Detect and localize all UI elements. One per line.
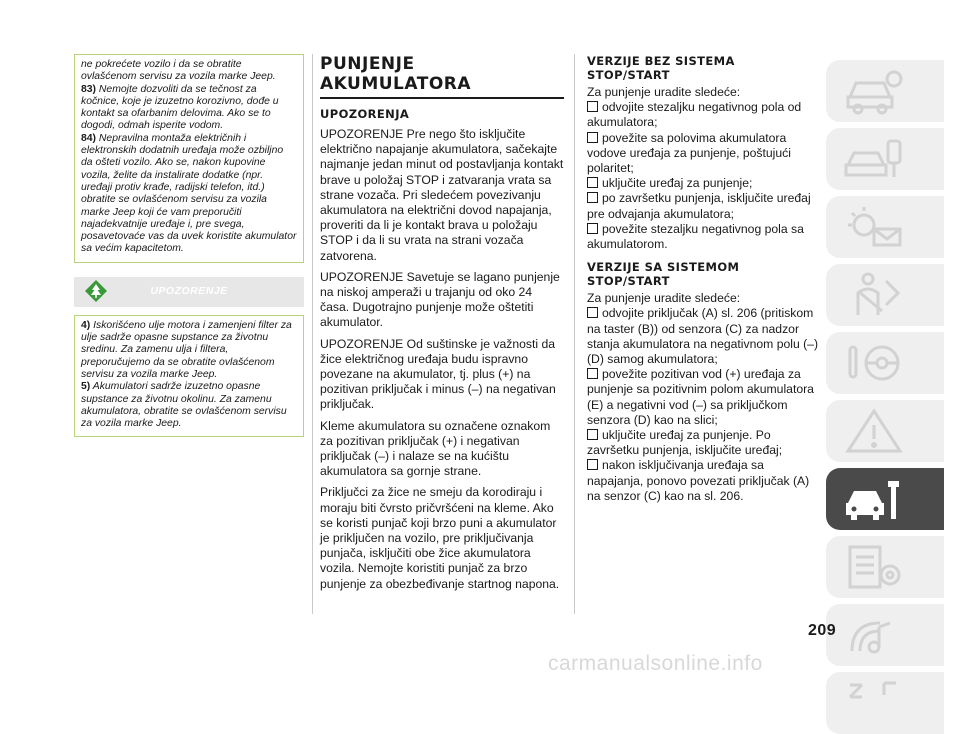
multimedia-icon (844, 611, 904, 659)
tab-emergency[interactable] (826, 400, 944, 462)
paragraph: UPOZORENJE Pre nego što isključite električno napajanje akumulatora, sačekajte najmanje jedan minut od postavljanja kontakt brave u položaj STOP i zatvaranja vrata sa strane vozača. Pri sledećem povezivanju akumulatora na električni dovod napajanja, proveriti da li je kontakt brava u položaju STOP i da li su vrata na strani vozača zatvorena. (320, 127, 564, 263)
warning-box (74, 315, 304, 438)
watermark: carmanualsonline.info (548, 652, 763, 675)
paragraph: Kleme akumulatora su označene oznakom za pozitivan priključak (+) i negativan priključak (–) i nalaze se na kućištu akumulatora sa gornje strane. (320, 418, 551, 479)
steps-list (587, 306, 819, 504)
tab-car-keys[interactable] (826, 128, 944, 190)
technical-data-icon (844, 543, 904, 591)
bullet-square-icon (587, 307, 598, 318)
bullet-square-icon (587, 429, 598, 440)
section-title: VERZIJE SA SISTEMOM STOP/START (587, 260, 740, 289)
note-item: 84) Nepravilna montaža električnih i elektronskih dodatnih uređaja može ozbiljno da ošteti vozilo. Ako se, nakon kupovine vozila, želite da instalirate dodatke (npr. uređaji protiv krađe, radijski telefon, itd.) obratite se ovlašćenom servisu za vozila marke Jeep koji će vam preporučiti najadekvatnije uređaje i, pre svega, posavetovaće vas da uvek koristite akumulator sa većim kapacitetom. (81, 132, 297, 255)
list-item: povežite stezaljku negativnog pola sa akumulatorom. (587, 221, 804, 252)
note-item: 83) Nemojte dozvoliti da se tečnost za kočnice, koje je izuzetno korozivno, dođe u kontakt sa ofarbanim delovima. Ako se to dogodi, odmah isperite vodom. (81, 83, 279, 132)
list-item: uključite uređaj za punjenje; (587, 176, 819, 191)
tab-technical-data[interactable] (826, 536, 944, 598)
car-keys-icon (844, 135, 904, 183)
steps-list (587, 100, 819, 252)
alphabetical-index-icon (844, 679, 904, 727)
car-maintenance-icon (844, 475, 904, 523)
middle-column (320, 54, 564, 598)
bullet-square-icon (587, 192, 598, 203)
bullet-square-icon (587, 459, 598, 470)
list-item: povežite sa polovima akumulatora vodove uređaja za punjenje, poštujući polaritet; (587, 130, 791, 176)
warning-lights-icon (844, 203, 904, 251)
warning-item: 5) Akumulatori sadrže izuzetno opasne supstance za životnu okolinu. Za zamenu akumulatora, obratite se ovlašćenom servisu za vozila marke Jeep. (81, 381, 287, 430)
emergency-warning-icon (844, 407, 904, 455)
notes-box (74, 54, 304, 263)
tab-warning-lights[interactable] (826, 196, 944, 258)
section-title: VERZIJE BEZ SISTEMA STOP/START (587, 54, 735, 82)
bullet-square-icon (587, 132, 598, 143)
driving-steering-icon (844, 339, 904, 387)
right-column (587, 54, 819, 512)
bullet-square-icon (587, 223, 598, 234)
warning-title: UPOZORENJE (150, 284, 228, 297)
car-info-icon (844, 67, 904, 115)
list-item: odvojite stezaljku negativnog pola od akumulatora; (587, 100, 802, 130)
paragraph: UPOZORENJE Od suštinske je važnosti da žice električnog uređaja budu ispravno povezane na akumulator, tj. plus (+) na pozitivan priključak i minus (–) na negativan priključak. (320, 336, 556, 412)
tab-maintenance[interactable] (826, 468, 944, 530)
paragraph: UPOZORENJE Savetuje se lagano punjenje na niskoj amperaži u trajanju od oko 24 časa. Dugotrajno punjenje može oštetiti akumulator. (320, 269, 560, 330)
tab-driving[interactable] (826, 332, 944, 394)
paragraph: Priključci za žice ne smeju da korodiraju i moraju biti čvrsto pričvršćeni na kleme. Ako se koristi punjač koji brzo puni a akumulator je priključen na vozilo, pre priključivanja punjača, isključiti obe žice akumulatora vozila. Nemojte koristiti punjač za brzo punjenje za obezbeđivanje startnog napona. (320, 485, 560, 591)
bullet-square-icon (587, 101, 598, 112)
left-column (74, 54, 304, 437)
title-underline (320, 97, 564, 99)
seatbelt-safety-icon (844, 271, 904, 319)
tab-safety[interactable] (826, 264, 944, 326)
list-item: po završetku punjenja, isključite uređaj pre odvajanja akumulatora; (587, 191, 811, 221)
bullet-square-icon (587, 177, 598, 188)
page-number: 209 (808, 622, 837, 639)
column-divider (312, 54, 313, 614)
section-subtitle: UPOZORENJA (320, 107, 410, 121)
section-intro: Za punjenje uradite sledeće: (587, 85, 741, 99)
list-item: nakon isključivanja uređaja sa napajanja, ponovo povezati priključak (A) na senzor (C) kao na sl. 206. (587, 458, 810, 503)
note-item: ne pokrećete vozilo i da se obratite ovlašćenom servisu za vozila marke Jeep. (81, 59, 276, 83)
bullet-square-icon (587, 368, 598, 379)
page-title: PUNJENJE AKUMULATORA (320, 54, 472, 94)
warning-header (74, 277, 304, 307)
section-intro: Za punjenje uradite sledeće: (587, 291, 741, 306)
list-item: odvojite priključak (A) sl. 206 (pritiskom na taster (B)) od senzora (C) za nadzor stanja akumulatora na negativnom polu (–) (D) samog akumulatora; (587, 306, 819, 367)
warning-item: 4) Iskorišćeno ulje motora i zamenjeni filter za ulje sadrže opasne supstance za životnu sredinu. Za zamenu ulja i filtera, preporučujemo da se obratite ovlašćenom servisu za vozila marke Jeep. (81, 319, 292, 380)
column-divider (574, 54, 575, 614)
list-item: povežite pozitivan vod (+) uređaja za punjenje sa pozitivnim polom akumulatora (E) a negativni vod (–) sa priključkom senzora (D) kao na slici; (587, 367, 814, 427)
tab-index[interactable] (826, 672, 944, 734)
tab-multimedia[interactable] (826, 604, 944, 666)
tab-car-info[interactable] (826, 60, 944, 122)
list-item: uključite uređaj za punjenje. Po završetku punjenja, isključite uređaj; (587, 428, 783, 458)
